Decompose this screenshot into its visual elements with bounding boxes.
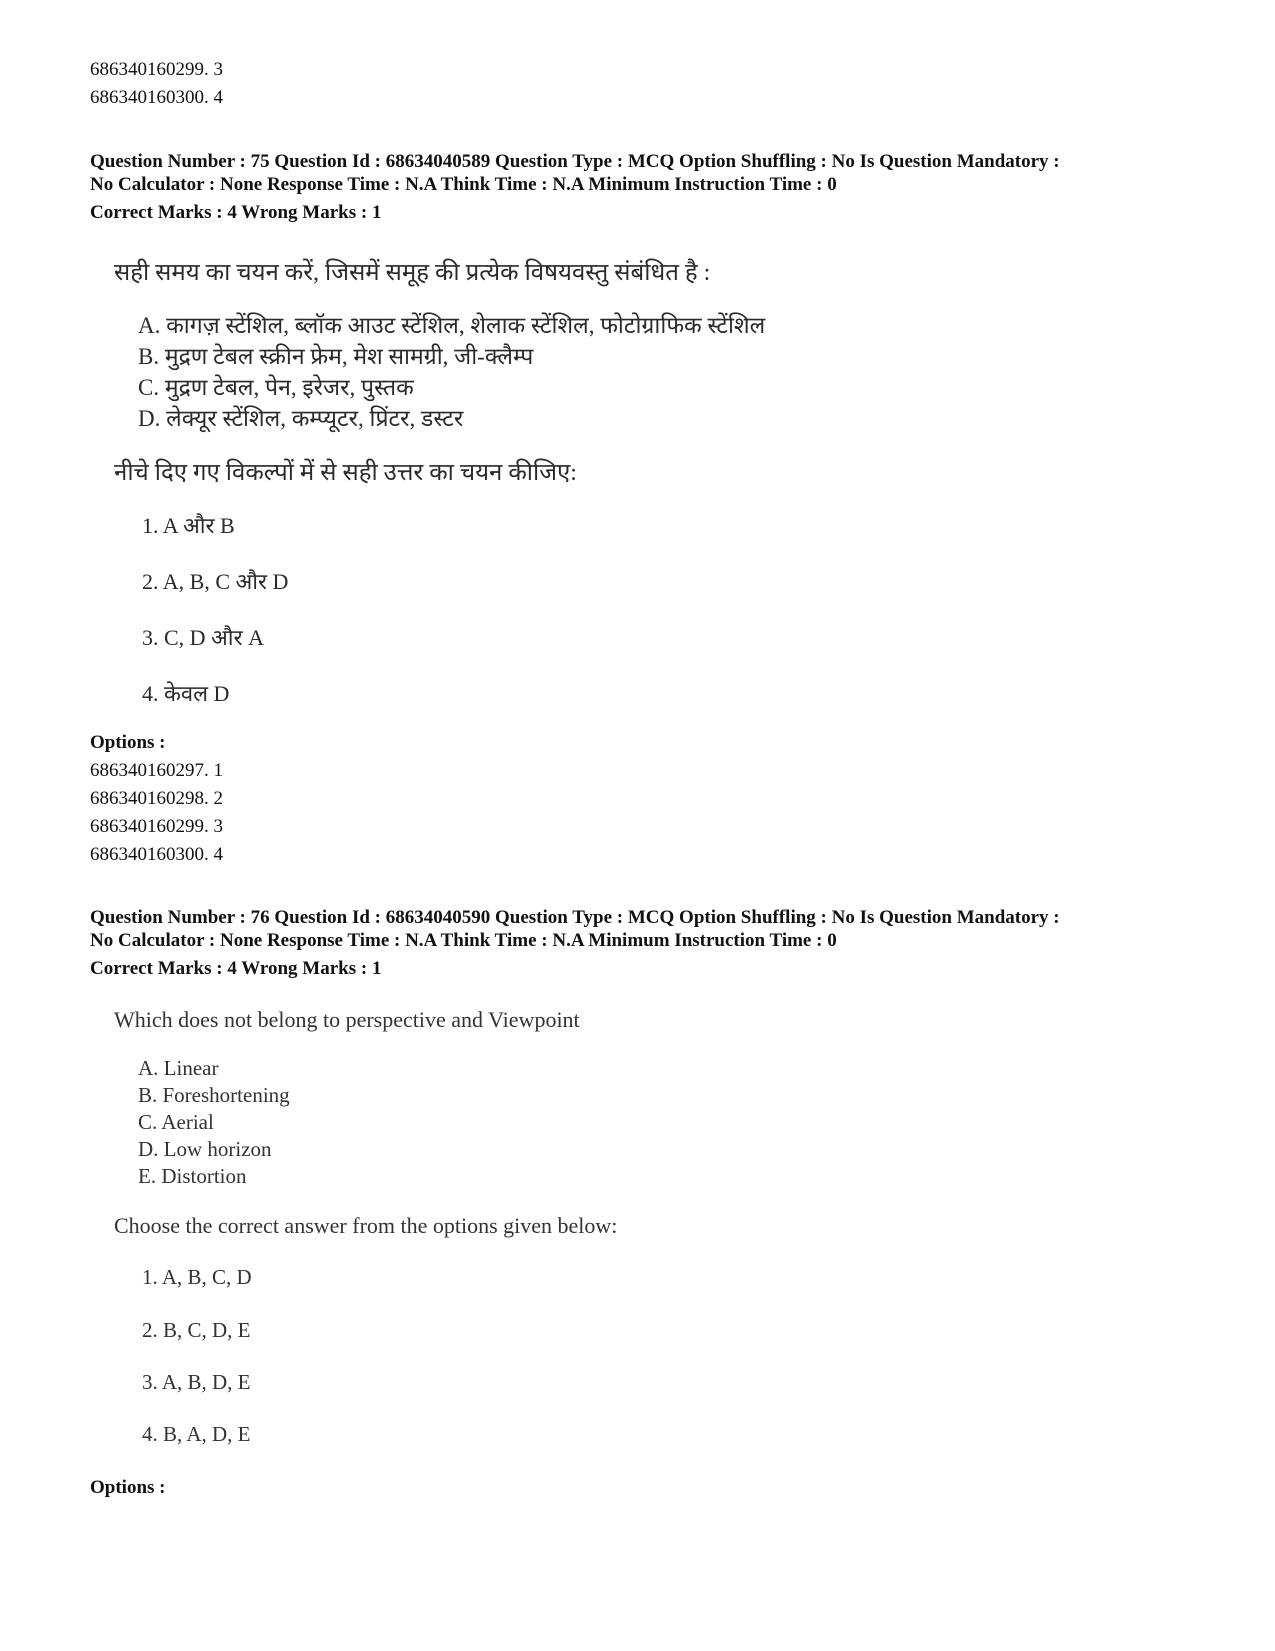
statement-item: A. कागज़ स्टेंशिल, ब्लॉक आउट स्टेंशिल, शेलाक स्टेंशिल, फोटोग्राफिक स्टेंशिल [138, 313, 766, 338]
statement-item: D. लेक्यूर स्टेंशिल, कम्प्यूटर, प्रिंटर, डस्टर [138, 406, 464, 431]
statement-item: B. मुद्रण टेबल स्क्रीन फ्रेम, मेश सामग्री, जी-क्लैम्प [138, 344, 534, 369]
question-instruction: Choose the correct answer from the options given below: [114, 1213, 618, 1238]
question-marks: Correct Marks : 4 Wrong Marks : 1 [90, 202, 382, 223]
answer-choice: 4. B, A, D, E [142, 1422, 251, 1446]
option-line: 686340160300. 4 [90, 87, 223, 108]
answer-choice: 2. A, B, C और D [142, 569, 289, 594]
question-stem: सही समय का चयन करें, जिसमें समूह की प्रत्येक विषयवस्तु संबंधित है : [114, 260, 711, 286]
statement-item: C. मुद्रण टेबल, पेन, इरेजर, पुस्तक [138, 375, 414, 400]
option-line: 686340160298. 2 [90, 788, 223, 809]
answer-choice: 1. A, B, C, D [142, 1265, 252, 1289]
question-instruction: नीचे दिए गए विकल्पों में से सही उत्तर का चयन कीजिए: [114, 460, 577, 486]
question-meta-line2: No Calculator : None Response Time : N.A Think Time : N.A Minimum Instruction Time : 0 [90, 174, 837, 195]
question-stem: Which does not belong to perspective and Viewpoint [114, 1007, 580, 1032]
answer-choice: 3. A, B, D, E [142, 1370, 251, 1394]
statement-item: D. Low horizon [138, 1137, 272, 1161]
options-label: Options : [90, 732, 166, 753]
answer-choice: 3. C, D और A [142, 625, 264, 650]
answer-choice: 4. केवल D [142, 681, 230, 706]
question-marks: Correct Marks : 4 Wrong Marks : 1 [90, 958, 382, 979]
question-meta-line1: Question Number : 75 Question Id : 68634040589 Question Type : MCQ Option Shuffling : No Is Question Mandatory : [90, 151, 1060, 172]
statement-item: E. Distortion [138, 1164, 247, 1188]
options-label: Options : [90, 1477, 166, 1498]
option-line: 686340160299. 3 [90, 59, 223, 80]
statement-item: C. Aerial [138, 1110, 214, 1134]
statement-item: A. Linear [138, 1056, 219, 1080]
answer-choice: 2. B, C, D, E [142, 1318, 251, 1342]
question-meta-line2: No Calculator : None Response Time : N.A Think Time : N.A Minimum Instruction Time : 0 [90, 930, 837, 951]
option-line: 686340160299. 3 [90, 816, 223, 837]
option-line: 686340160297. 1 [90, 760, 223, 781]
answer-choice: 1. A और B [142, 513, 235, 538]
statement-item: B. Foreshortening [138, 1083, 290, 1107]
question-meta-line1: Question Number : 76 Question Id : 68634040590 Question Type : MCQ Option Shuffling : No Is Question Mandatory : [90, 907, 1060, 928]
option-line: 686340160300. 4 [90, 844, 223, 865]
